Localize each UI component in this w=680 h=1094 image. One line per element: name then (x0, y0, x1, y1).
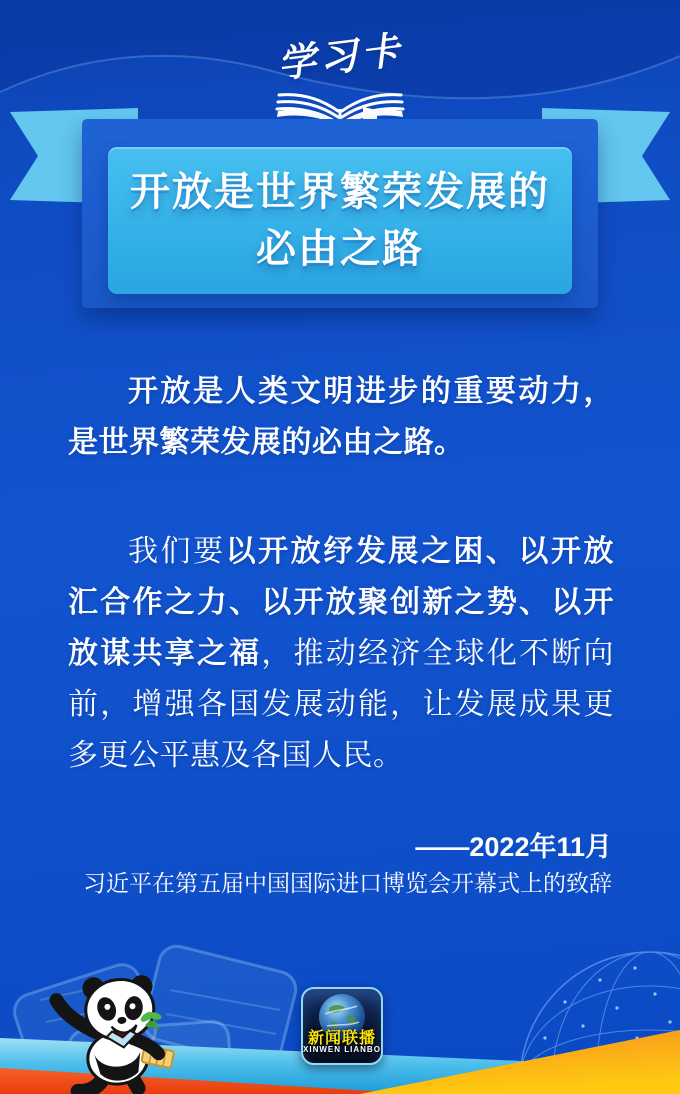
panda-mascot (22, 968, 212, 1094)
quote-body (68, 366, 614, 781)
quote-p2-rest: ，推动经济全球化不断向前，增强各国发展动能，让发展成果更多更公平惠及各国人民。 (68, 637, 614, 772)
attribution-date: ——2022年11月 (415, 832, 612, 862)
title-box (108, 147, 572, 294)
poster-title-line1: 开放是世界繁荣发展的 (130, 169, 550, 214)
quote-paragraph-2 (68, 526, 614, 781)
quote-p2-lead: 我们要 (128, 535, 226, 568)
quote-p2-emphasis: 以开放纾发展之困、以开放汇合作之力、以开放聚创新之势、以开放谋共享之福 (68, 535, 615, 670)
xinwen-lianbo-badge (301, 987, 383, 1065)
badge-title-cn: 新闻联播 (307, 1030, 376, 1047)
quote-paragraph-1: 开放是人类文明进步的重要动力，是世界繁荣发展的必由之路。 (68, 375, 614, 459)
title-banner (0, 0, 680, 330)
poster-title-line2: 必由之路 (256, 226, 424, 271)
xuexika-logo-text: 学习卡 (275, 29, 406, 87)
attribution-source: 习近平在第五届中国国际进口博览会开幕式上的致辞 (83, 870, 612, 896)
attribution (83, 830, 612, 899)
badge-title-en: XINWEN LIANBO (303, 1045, 381, 1054)
